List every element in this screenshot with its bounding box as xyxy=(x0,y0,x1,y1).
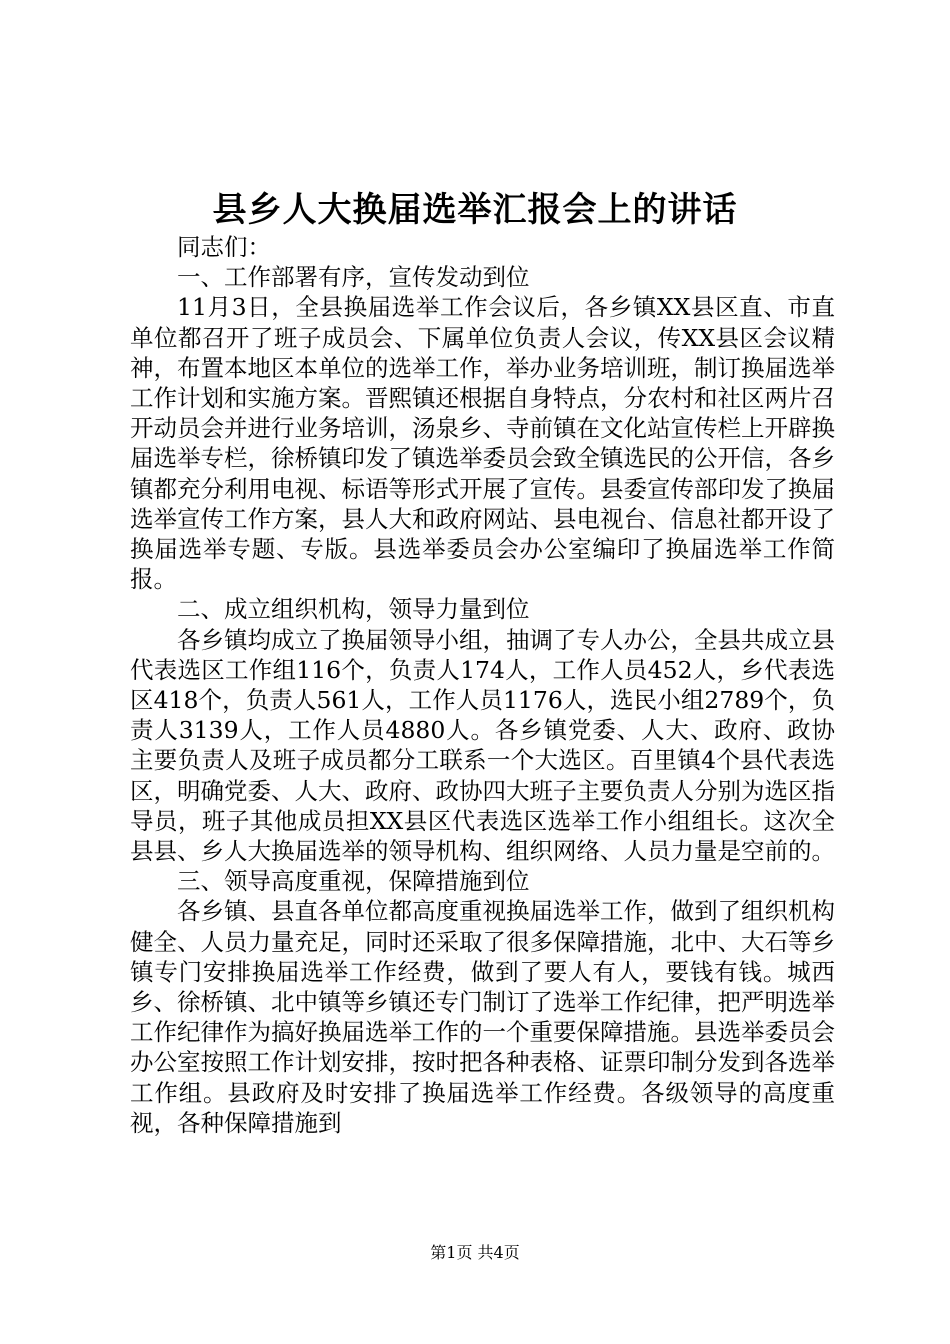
document-title: 县乡人大换届选举汇报会上的讲话 xyxy=(212,190,738,230)
section-2-heading: 二、成立组织机构，领导力量到位 xyxy=(177,595,530,624)
page-number-footer: 第1页 共4页 xyxy=(430,1243,520,1262)
section-3-paragraph: 各乡镇、县直各单位都高度重视换届选举工作，做到了组织机构健全、人员力量充足，同时还采取了很多保障措施，北中、大石等乡镇专门安排换届选举工作经费，做到了要人有人，要钱有钱。城西乡、徐桥镇、北中镇等乡镇还专门制订了选举工作纪律，把严明选举工作纪律作为搞好换届选举工作的一个重要保障措施。县选举委员会办公室按照工作计划安排，按时把各种表格、证票印制分发到各选举工作组。县政府及时安排了换届选举工作经费。各级领导的高度重视，各种保障措施到 xyxy=(130,897,835,1137)
section-2-paragraph: 各乡镇均成立了换届领导小组，抽调了专人办公，全县共成立县代表选区工作组116个，负责人174人，工作人员452人，乡代表选区418个，负责人561人，工作人员1176人，选民小组2789个，负责人3139人，工作人员4880人。各乡镇党委、人大、政府、政协主要负责人及班子成员都分工联系一个大选区。百里镇4个县代表选区，明确党委、人大、政府、政协四大班子主要负责人分别为选区指导员，班子其他成员担XX县区代表选区选举工作小组组长。这次全县县、乡人大换届选举的领导机构、组织网络、人员力量是空前的。 xyxy=(130,625,835,866)
section-3-heading: 三、领导高度重视，保障措施到位 xyxy=(177,867,530,896)
section-1-heading: 一、工作部署有序，宣传发动到位 xyxy=(177,263,530,292)
section-1-paragraph: 11月3日，全县换届选举工作会议后，各乡镇XX县区直、市直单位都召开了班子成员会、下属单位负责人会议，传XX县区会议精神，布置本地区本单位的选举工作，举办业务培训班，制订换届选举工作计划和实施方案。晋熙镇还根据自身特点，分农村和社区两片召开动员会并进行业务培训，汤泉乡、寺前镇在文化站宣传栏上开辟换届选举专栏，徐桥镇印发了镇选举委员会致全镇选民的公开信，各乡镇都充分利用电视、标语等形式开展了宣传。县委宣传部印发了换届选举宣传工作方案，县人大和政府网站、县电视台、信息社都开设了换届选举专题、专版。县选举委员会办公室编印了换届选举工作简报。 xyxy=(130,293,835,594)
salutation: 同志们： xyxy=(177,233,271,261)
document-body xyxy=(130,232,835,1138)
